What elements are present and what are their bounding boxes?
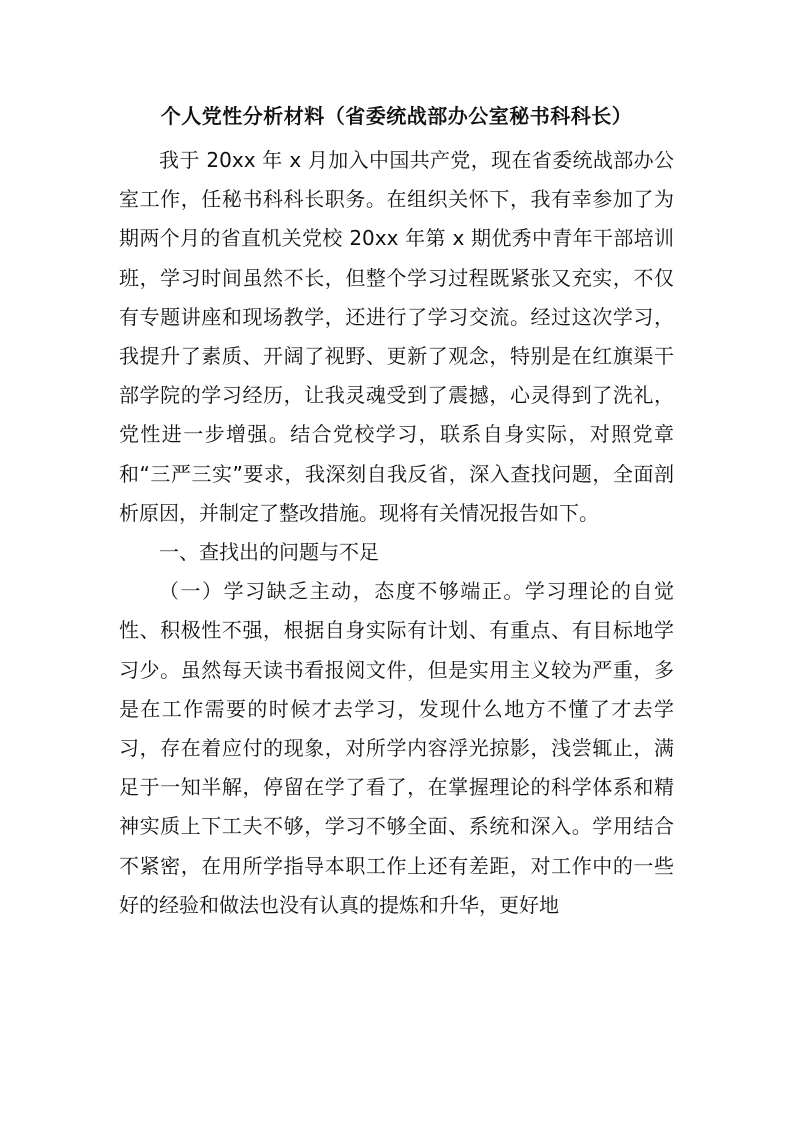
- intro-paragraph: 我于 20xx 年 x 月加入中国共产党，现在省委统战部办公室工作，任秘书科科长职务。在组织关怀下，我有幸参加了为期两个月的省直机关党校 20xx 年第 x 期优秀中青年干部培训班，学习时间虽然不长，但整个学习过程既紧张又充实，不仅有专题讲座和现场教学，还进行了学习交流。经过这次学习，我提升了素质、开阔了视野、更新了观念，特别是在红旗渠干部学院的学习经历，让我灵魂受到了震撼，心灵得到了洗礼，党性进一步增强。结合党校学习，联系自身实际，对照党章和“三严三实”要求，我深刻自我反省，深入查找问题，全面剖析原因，并制定了整改措施。现将有关情况报告如下。: [119, 148, 674, 525]
- section-heading: 一、查找出的问题与不足: [159, 540, 379, 565]
- document-title: 个人党性分析材料（省委统战部办公室秘书科科长）: [160, 104, 633, 128]
- section-paragraph: （一）学习缺乏主动，态度不够端正。学习理论的自觉性、积极性不强，根据自身实际有计划、有重点、有目标地学习少。虽然每天读书看报阅文件，但是实用主义较为严重，多是在工作需要的时候才去学习，发现什么地方不懂了才去学习，存在着应付的现象，对所学内容浮光掠影，浅尝辄止，满足于一知半解，停留在学了看了，在掌握理论的科学体系和精神实质上下工夫不够，学习不够全面、系统和深入。学用结合不紧密，在用所学指导本职工作上还有差距，对工作中的一些好的经验和做法也没有认真的提炼和升华，更好地: [119, 579, 674, 917]
- document-body: [119, 141, 674, 925]
